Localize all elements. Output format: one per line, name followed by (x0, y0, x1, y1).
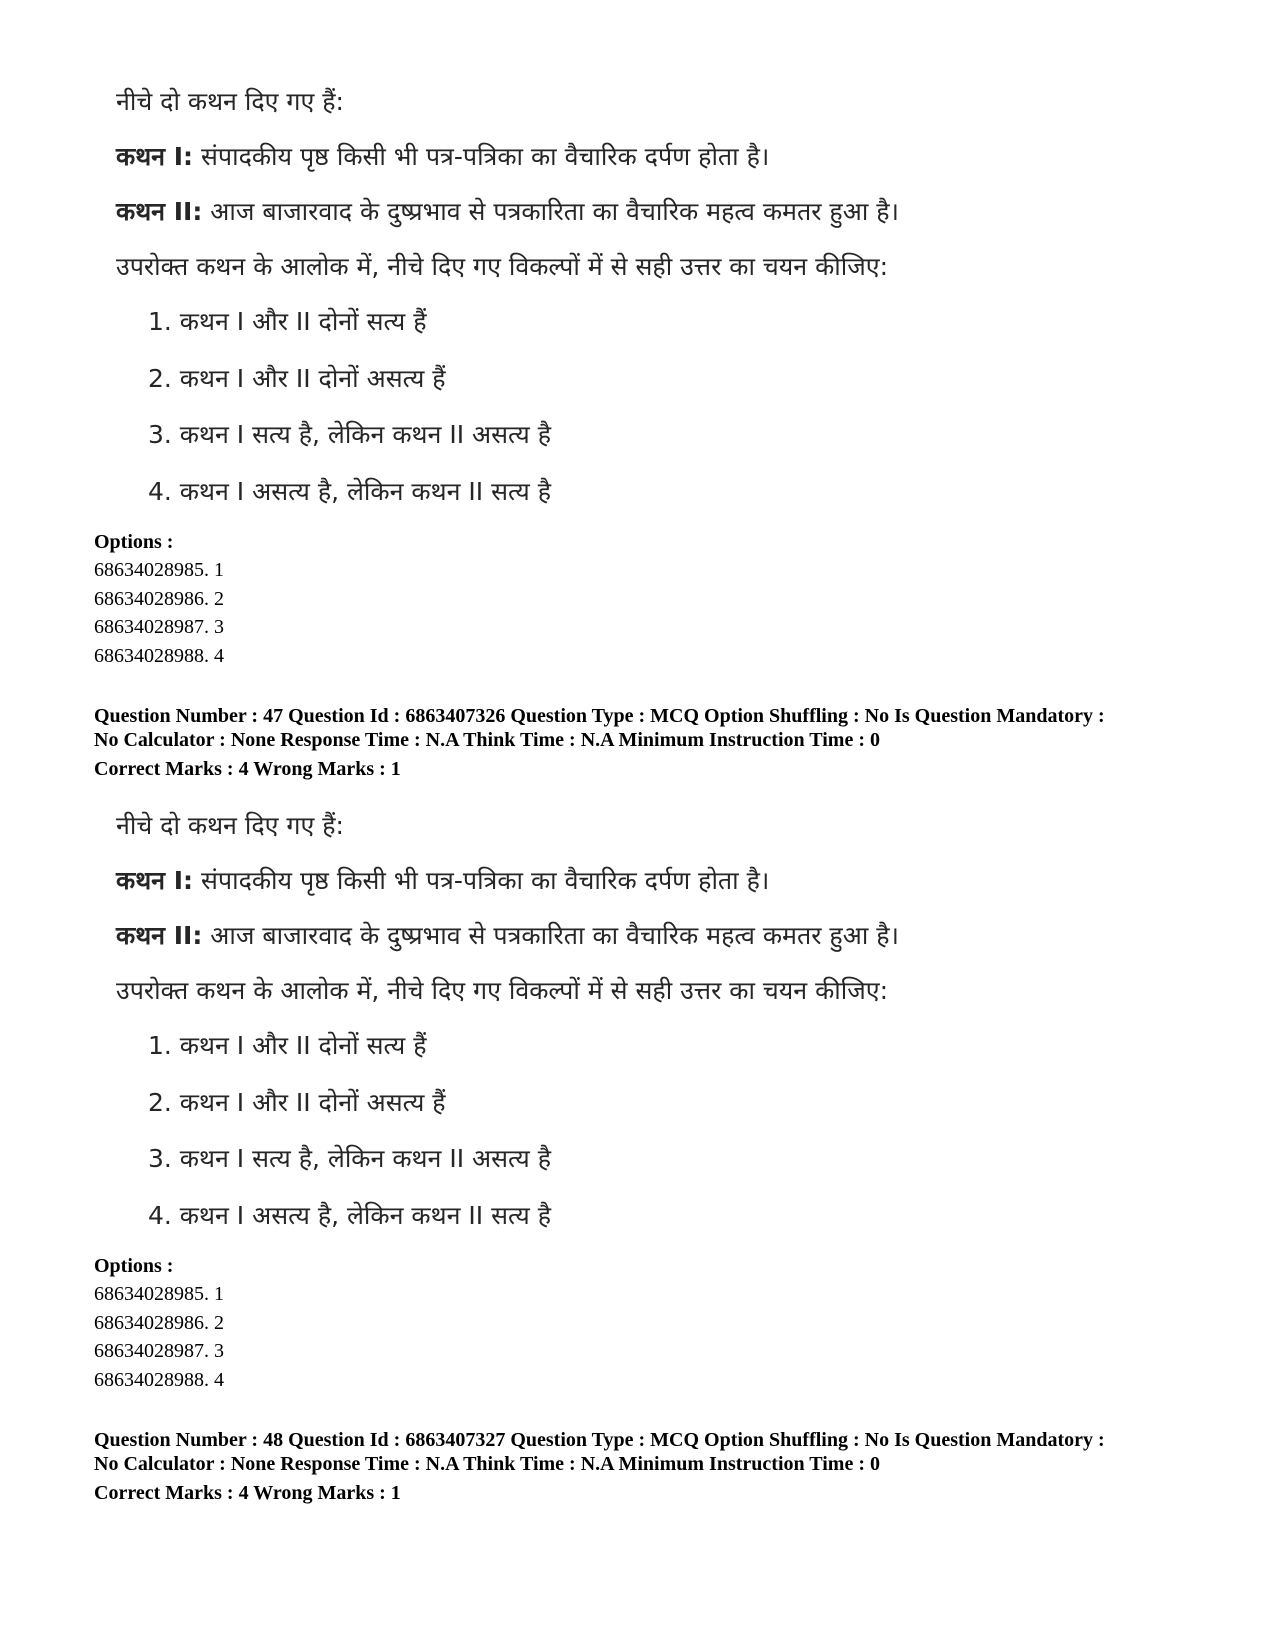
marks-line: Correct Marks : 4 Wrong Marks : 1 (94, 1482, 401, 1504)
statement-2-text: आज बाजारवाद के दुष्प्रभाव से पत्रकारिता का वैचारिक महत्व कमतर हुआ है। (202, 921, 899, 950)
option-row: 68634028985. 1 (94, 1283, 224, 1305)
statement-1-text: संपादकीय पृष्ठ किसी भी पत्र-पत्रिका का वैचारिक दर्पण होता है। (193, 866, 770, 895)
intro-text: नीचे दो कथन दिए गए हैं: (116, 87, 344, 116)
options-list-1 (94, 528, 224, 670)
statement-1-label: कथन I: (116, 866, 194, 895)
meta-line-1: Question Number : 48 Question Id : 6863407327 Question Type : MCQ Option Shuffling : No Is Question Mandatory : (94, 1429, 1105, 1451)
options-title: Options : (94, 531, 174, 553)
statement-1 (116, 141, 769, 173)
instruction-text: उपरोक्त कथन के आलोक में, नीचे दिए गए विकल्पों में से सही उत्तर का चयन कीजिए: (116, 976, 889, 1005)
question-meta-47 (94, 704, 1214, 781)
statement-1-label: कथन I: (116, 142, 194, 171)
options-list-2 (94, 1252, 224, 1394)
choice-4: 4. कथन I असत्य है, लेकिन कथन II सत्य है (148, 477, 551, 506)
option-row: 68634028987. 3 (94, 616, 224, 638)
choice-3: 3. कथन I सत्य है, लेकिन कथन II असत्य है (148, 1144, 551, 1173)
statement-2 (116, 920, 899, 952)
marks-line: Correct Marks : 4 Wrong Marks : 1 (94, 758, 401, 780)
choice-1: 1. कथन I और II दोनों सत्य हैं (148, 1031, 427, 1060)
instruction-text: उपरोक्त कथन के आलोक में, नीचे दिए गए विकल्पों में से सही उत्तर का चयन कीजिए: (116, 252, 889, 281)
meta-line-2: No Calculator : None Response Time : N.A Think Time : N.A Minimum Instruction Time : 0 (94, 1453, 880, 1475)
option-row: 68634028985. 1 (94, 559, 224, 581)
statement-2-label: कथन II: (116, 197, 203, 226)
choice-1: 1. कथन I और II दोनों सत्य हैं (148, 307, 427, 336)
meta-line-2: No Calculator : None Response Time : N.A Think Time : N.A Minimum Instruction Time : 0 (94, 729, 880, 751)
meta-line-1: Question Number : 47 Question Id : 6863407326 Question Type : MCQ Option Shuffling : No Is Question Mandatory : (94, 705, 1105, 727)
option-row: 68634028988. 4 (94, 1368, 224, 1391)
options-title: Options : (94, 1255, 174, 1277)
choice-3: 3. कथन I सत्य है, लेकिन कथन II असत्य है (148, 420, 551, 449)
option-row: 68634028988. 4 (94, 644, 224, 667)
question-meta-48 (94, 1428, 1214, 1505)
statement-1 (116, 865, 769, 897)
option-row: 68634028986. 2 (94, 1311, 224, 1334)
choice-2: 2. कथन I और II दोनों असत्य हैं (148, 364, 446, 393)
choice-2: 2. कथन I और II दोनों असत्य हैं (148, 1088, 446, 1117)
question-block-2 (116, 810, 1176, 1250)
statement-2-label: कथन II: (116, 921, 203, 950)
intro-text: नीचे दो कथन दिए गए हैं: (116, 811, 344, 840)
choice-4: 4. कथन I असत्य है, लेकिन कथन II सत्य है (148, 1201, 551, 1230)
statement-2-text: आज बाजारवाद के दुष्प्रभाव से पत्रकारिता का वैचारिक महत्व कमतर हुआ है। (202, 197, 899, 226)
option-row: 68634028986. 2 (94, 587, 224, 610)
question-block-1 (116, 86, 1176, 526)
statement-1-text: संपादकीय पृष्ठ किसी भी पत्र-पत्रिका का वैचारिक दर्पण होता है। (193, 142, 770, 171)
option-row: 68634028987. 3 (94, 1340, 224, 1362)
statement-2 (116, 196, 899, 228)
